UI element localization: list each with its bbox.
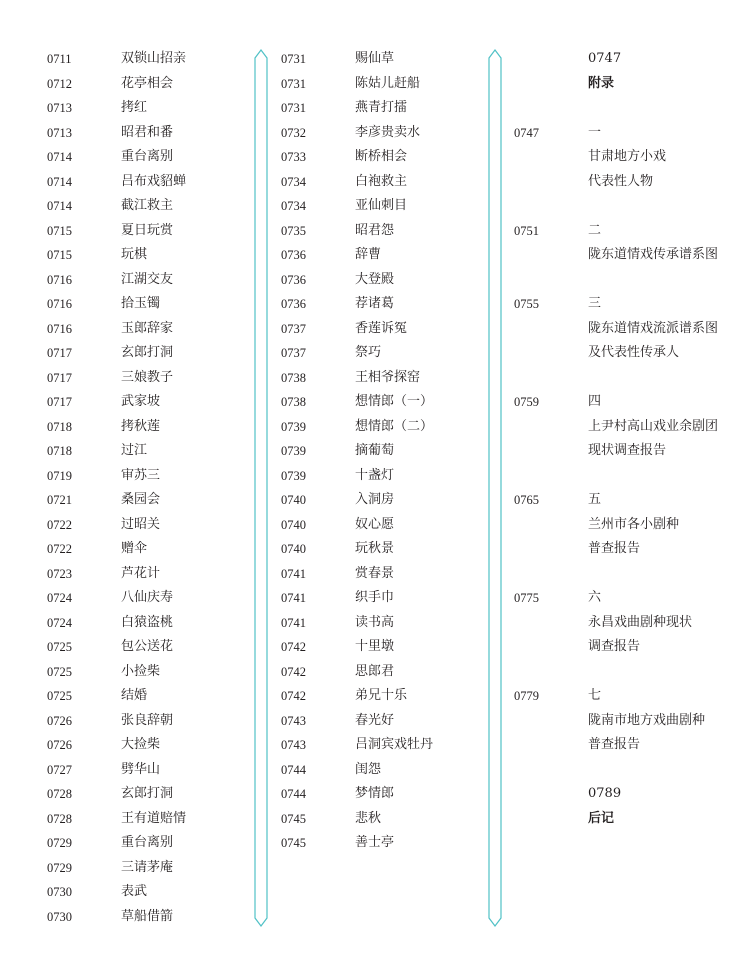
page-number: 0725	[47, 689, 72, 703]
page-number: 0731	[281, 101, 306, 115]
toc-entry	[281, 415, 486, 440]
toc-entry	[47, 145, 252, 170]
page-number: 0779	[514, 689, 539, 703]
entry-title: 审苏三	[121, 467, 161, 483]
entry-title: 调查报告	[588, 639, 641, 654]
entry-title: 后记	[588, 810, 615, 826]
entry-title: 三娘教子	[121, 369, 174, 385]
column-divider-1	[254, 49, 268, 927]
toc-entry	[281, 758, 486, 783]
toc-entry	[281, 733, 486, 758]
page-number: 0734	[281, 174, 306, 189]
entry-title: 一	[588, 124, 602, 140]
page-number: 0739	[281, 468, 306, 483]
page-number: 0731	[281, 52, 306, 66]
toc-entry	[514, 47, 734, 72]
page-number: 0738	[281, 370, 306, 385]
page-number: 0722	[47, 542, 72, 556]
toc-entry	[514, 243, 734, 268]
toc-column-2	[281, 47, 486, 856]
page-number: 0719	[47, 468, 72, 483]
entry-title: 燕青打擂	[355, 100, 408, 115]
entry-title: 上尹村高山戏业余剧团	[588, 418, 719, 434]
toc-entry	[47, 586, 252, 611]
toc-entry	[514, 145, 734, 170]
entry-title: 玩秋景	[355, 541, 395, 556]
toc-entry	[281, 170, 486, 195]
page-number: 0744	[281, 762, 306, 777]
toc-entry	[281, 145, 486, 170]
page-number: 0745	[281, 811, 306, 826]
page-number: 0745	[281, 836, 306, 850]
entry-title: 花亭相会	[121, 75, 174, 91]
toc-entry	[281, 121, 486, 146]
entry-title: 吕布戏貂蝉	[121, 173, 187, 189]
page-number: 0724	[47, 615, 72, 630]
entry-title: 陇南市地方戏曲剧种	[588, 712, 706, 728]
page-number: 0731	[281, 76, 306, 91]
page-number: 0736	[281, 248, 306, 262]
entry-title: 现状调查报告	[588, 443, 667, 458]
entry-title: 亚仙刺目	[355, 198, 408, 213]
entry-title: 读书高	[355, 614, 395, 630]
toc-entry	[47, 513, 252, 538]
toc-entry	[47, 856, 252, 881]
toc-entry	[47, 880, 252, 905]
entry-title: 七	[588, 688, 602, 703]
entry-title: 桑园会	[121, 492, 161, 507]
entry-title: 昭君怨	[355, 222, 395, 238]
toc-entry	[47, 488, 252, 513]
entry-title: 十盏灯	[355, 467, 395, 483]
toc-entry	[514, 758, 734, 783]
page-number: 0726	[47, 738, 72, 752]
toc-entry	[514, 96, 734, 121]
page-number: 0717	[47, 370, 72, 385]
toc-entry	[514, 170, 734, 195]
entry-title: 大登殿	[355, 271, 395, 287]
entry-title: 包公送花	[121, 639, 174, 654]
toc-entry	[281, 782, 486, 807]
entry-title: 六	[588, 590, 602, 605]
entry-title: 草船借箭	[121, 908, 174, 924]
toc-entry	[47, 611, 252, 636]
entry-title: 普查报告	[588, 541, 641, 556]
entry-title: 三请茅庵	[121, 859, 174, 875]
entry-title: 武家坡	[121, 394, 161, 409]
page-number: 0751	[514, 223, 539, 238]
entry-title: 思郎君	[355, 663, 395, 679]
toc-entry	[47, 292, 252, 317]
entry-title: 李彦贵卖水	[355, 124, 421, 140]
toc-entry	[47, 439, 252, 464]
toc-entry	[281, 219, 486, 244]
toc-entry	[514, 439, 734, 464]
toc-entry	[514, 635, 734, 660]
toc-entry	[47, 684, 252, 709]
page-number: 0715	[47, 248, 72, 262]
entry-title: 重台离别	[121, 149, 174, 164]
page-number: 0737	[281, 321, 306, 336]
page-number: 0733	[281, 150, 306, 164]
entry-title: 陇东道情戏传承谱系图	[588, 247, 719, 262]
toc-entry	[514, 611, 734, 636]
entry-title: 王有道赔情	[121, 810, 187, 826]
toc-entry	[47, 905, 252, 930]
toc-entry	[47, 243, 252, 268]
toc-entry	[47, 709, 252, 734]
entry-title: 陈姑儿赶船	[355, 75, 421, 91]
entry-title: 陇东道情戏流派谱系图	[588, 320, 719, 336]
toc-entry	[281, 317, 486, 342]
entry-title: 兰州市各小剧种	[588, 516, 680, 532]
page-number: 0714	[47, 199, 72, 213]
toc-entry	[47, 341, 252, 366]
entry-title: 想情郎（一）	[355, 394, 434, 409]
entry-title: 结婚	[121, 688, 148, 703]
column-divider-2	[488, 49, 502, 927]
page-number: 0725	[47, 664, 72, 679]
page-number: 0730	[47, 885, 72, 899]
entry-title: 春光好	[355, 712, 395, 728]
toc-entry	[514, 733, 734, 758]
entry-title: 弟兄十乐	[355, 688, 408, 703]
entry-title: 拷秋莲	[121, 418, 161, 434]
page-number: 0732	[281, 125, 306, 140]
entry-title: 玄郎打洞	[121, 786, 174, 801]
page-number: 0735	[281, 223, 306, 238]
page-number: 0716	[47, 272, 72, 287]
entry-title: 表武	[121, 884, 148, 899]
entry-title: 三	[588, 296, 602, 311]
toc-entry	[281, 831, 486, 856]
entry-title: 大捡柴	[121, 737, 161, 752]
entry-title: 玉郎辞家	[121, 320, 174, 336]
toc-entry	[47, 464, 252, 489]
page-number: 0730	[47, 909, 72, 924]
toc-entry	[47, 72, 252, 97]
page-number: 0718	[47, 419, 72, 434]
toc-entry	[281, 390, 486, 415]
entry-title: 普查报告	[588, 737, 641, 752]
toc-entry	[281, 194, 486, 219]
entry-title: 江湖交友	[121, 271, 174, 287]
toc-entry	[47, 96, 252, 121]
toc-entry	[514, 415, 734, 440]
page-number: 0717	[47, 346, 72, 360]
entry-title: 想情郎（二）	[355, 418, 434, 434]
toc-entry	[281, 72, 486, 97]
page-number: 0713	[47, 101, 72, 115]
page-number: 0737	[281, 346, 306, 360]
page-number: 0739	[281, 444, 306, 458]
toc-entry	[514, 488, 734, 513]
toc-entry	[281, 562, 486, 587]
entry-title: 二	[588, 222, 602, 238]
page-number: 0739	[281, 419, 306, 434]
toc-entry	[47, 562, 252, 587]
entry-title: 吕洞宾戏牡丹	[355, 737, 434, 752]
page-number: 0713	[47, 125, 72, 140]
toc-entry	[281, 807, 486, 832]
toc-entry	[281, 464, 486, 489]
entry-title: 织手巾	[355, 590, 395, 605]
entry-title: 玩棋	[121, 247, 148, 262]
entry-title: 辞曹	[355, 247, 382, 262]
toc-entry	[514, 72, 734, 97]
toc-entry	[47, 807, 252, 832]
toc-column-1	[47, 47, 252, 929]
page-number: 0736	[281, 297, 306, 311]
entry-title: 重台离别	[121, 835, 174, 850]
entry-title: 小捡柴	[121, 663, 161, 679]
toc-entry	[281, 709, 486, 734]
page-number: 0740	[281, 517, 306, 532]
entry-title: 芦花计	[121, 565, 161, 581]
entry-title: 过江	[121, 443, 148, 458]
page-number: 0721	[47, 493, 72, 507]
page-number: 0736	[281, 272, 306, 287]
toc-entry	[514, 464, 734, 489]
entry-title: 夏日玩赏	[121, 222, 174, 238]
page-number: 0717	[47, 395, 72, 409]
toc-entry	[514, 317, 734, 342]
toc-entry	[514, 219, 734, 244]
entry-title: 张良辞朝	[121, 712, 174, 728]
page-number: 0742	[281, 640, 306, 654]
page-number: 0714	[47, 150, 72, 164]
entry-title: 赐仙草	[355, 51, 395, 66]
page-number: 0724	[47, 591, 72, 605]
entry-title: 玄郎打洞	[121, 345, 174, 360]
toc-entry	[514, 341, 734, 366]
entry-title: 王相爷探窑	[355, 369, 421, 385]
toc-entry	[514, 684, 734, 709]
entry-title: 0789	[588, 786, 622, 801]
entry-title: 荐诸葛	[355, 296, 395, 311]
page-number: 0723	[47, 566, 72, 581]
toc-entry	[47, 758, 252, 783]
toc-entry	[514, 586, 734, 611]
page-number: 0741	[281, 591, 306, 605]
entry-title: 截江救主	[121, 198, 174, 213]
page-number: 0718	[47, 444, 72, 458]
entry-title: 入洞房	[355, 492, 395, 507]
entry-title: 过昭关	[121, 516, 161, 532]
toc-entry	[514, 121, 734, 146]
toc-entry	[47, 390, 252, 415]
toc-entry	[281, 243, 486, 268]
toc-entry	[281, 47, 486, 72]
page-number: 0714	[47, 174, 72, 189]
toc-entry	[47, 317, 252, 342]
entry-title: 摘葡萄	[355, 443, 395, 458]
toc-entry	[281, 537, 486, 562]
toc-entry	[47, 782, 252, 807]
entry-title: 赏春景	[355, 565, 395, 581]
entry-title: 五	[588, 492, 602, 507]
entry-title: 梦情郎	[355, 786, 395, 801]
toc-entry	[281, 586, 486, 611]
toc-entry	[47, 194, 252, 219]
toc-entry	[514, 709, 734, 734]
toc-entry	[47, 170, 252, 195]
toc-column-3	[514, 47, 734, 831]
toc-entry	[281, 439, 486, 464]
toc-entry	[514, 660, 734, 685]
page-number: 0755	[514, 297, 539, 311]
toc-entry	[281, 611, 486, 636]
toc-entry	[514, 268, 734, 293]
toc-entry	[514, 782, 734, 807]
entry-title: 0747	[588, 51, 622, 66]
toc-entry	[47, 733, 252, 758]
page-number: 0759	[514, 395, 539, 409]
page-number: 0742	[281, 664, 306, 679]
entry-title: 昭君和番	[121, 124, 174, 140]
toc-entry	[514, 562, 734, 587]
entry-title: 香莲诉冤	[355, 320, 408, 336]
entry-title: 永昌戏曲剧种现状	[588, 614, 693, 630]
page-number: 0747	[514, 125, 539, 140]
page-number: 0715	[47, 223, 72, 238]
toc-entry	[281, 366, 486, 391]
toc-entry	[281, 292, 486, 317]
entry-title: 悲秋	[355, 810, 382, 826]
page-number: 0725	[47, 640, 72, 654]
toc-entry	[281, 660, 486, 685]
entry-title: 拾玉镯	[121, 296, 161, 311]
toc-entry	[47, 268, 252, 293]
entry-title: 附录	[588, 75, 615, 91]
entry-title: 及代表性传承人	[588, 345, 680, 360]
page-number: 0729	[47, 860, 72, 875]
entry-title: 断桥相会	[355, 149, 408, 164]
page-number: 0716	[47, 297, 72, 311]
page-number: 0741	[281, 566, 306, 581]
page-number: 0738	[281, 395, 306, 409]
toc-entry	[514, 807, 734, 832]
toc-entry	[47, 219, 252, 244]
page-number: 0716	[47, 321, 72, 336]
page-number: 0740	[281, 493, 306, 507]
toc-entry	[514, 194, 734, 219]
toc-entry	[514, 390, 734, 415]
entry-title: 双锁山招亲	[121, 51, 187, 66]
toc-entry	[281, 684, 486, 709]
toc-entry	[514, 513, 734, 538]
toc-entry	[47, 47, 252, 72]
entry-title: 白猿盗桃	[121, 614, 174, 630]
page-number: 0722	[47, 517, 72, 532]
page-number: 0741	[281, 615, 306, 630]
entry-title: 奴心愿	[355, 516, 395, 532]
page-number: 0728	[47, 787, 72, 801]
toc-entry	[514, 537, 734, 562]
page-number: 0743	[281, 713, 306, 728]
entry-title: 白袍救主	[355, 173, 408, 189]
page-number: 0727	[47, 762, 72, 777]
toc-entry	[47, 366, 252, 391]
toc-entry	[47, 831, 252, 856]
toc-entry	[281, 341, 486, 366]
toc-entry	[281, 635, 486, 660]
entry-title: 代表性人物	[588, 173, 654, 189]
entry-title: 甘肃地方小戏	[588, 149, 667, 164]
entry-title: 祭巧	[355, 345, 382, 360]
page-number: 0765	[514, 493, 539, 507]
toc-entry	[514, 292, 734, 317]
page-number: 0744	[281, 787, 306, 801]
toc-entry	[47, 635, 252, 660]
toc-entry	[514, 366, 734, 391]
toc-entry	[47, 415, 252, 440]
entry-title: 闺怨	[355, 761, 382, 777]
page-number: 0728	[47, 811, 72, 826]
entry-title: 善士亭	[355, 835, 395, 850]
toc-entry	[281, 268, 486, 293]
page-number: 0742	[281, 689, 306, 703]
page-number: 0726	[47, 713, 72, 728]
toc-entry	[47, 121, 252, 146]
toc-entry	[47, 537, 252, 562]
toc-entry	[281, 513, 486, 538]
entry-title: 赠伞	[121, 541, 148, 556]
toc-entry	[47, 660, 252, 685]
page-number: 0743	[281, 738, 306, 752]
entry-title: 拷红	[121, 100, 148, 115]
toc-entry	[281, 488, 486, 513]
entry-title: 八仙庆寿	[121, 590, 174, 605]
entry-title: 劈华山	[121, 761, 161, 777]
page-number: 0740	[281, 542, 306, 556]
entry-title: 四	[588, 394, 602, 409]
page-number: 0711	[47, 52, 72, 66]
page-number: 0734	[281, 199, 306, 213]
toc-entry	[281, 96, 486, 121]
page-number: 0775	[514, 591, 539, 605]
page-number: 0729	[47, 836, 72, 850]
page-number: 0712	[47, 76, 72, 91]
entry-title: 十里墩	[355, 639, 395, 654]
